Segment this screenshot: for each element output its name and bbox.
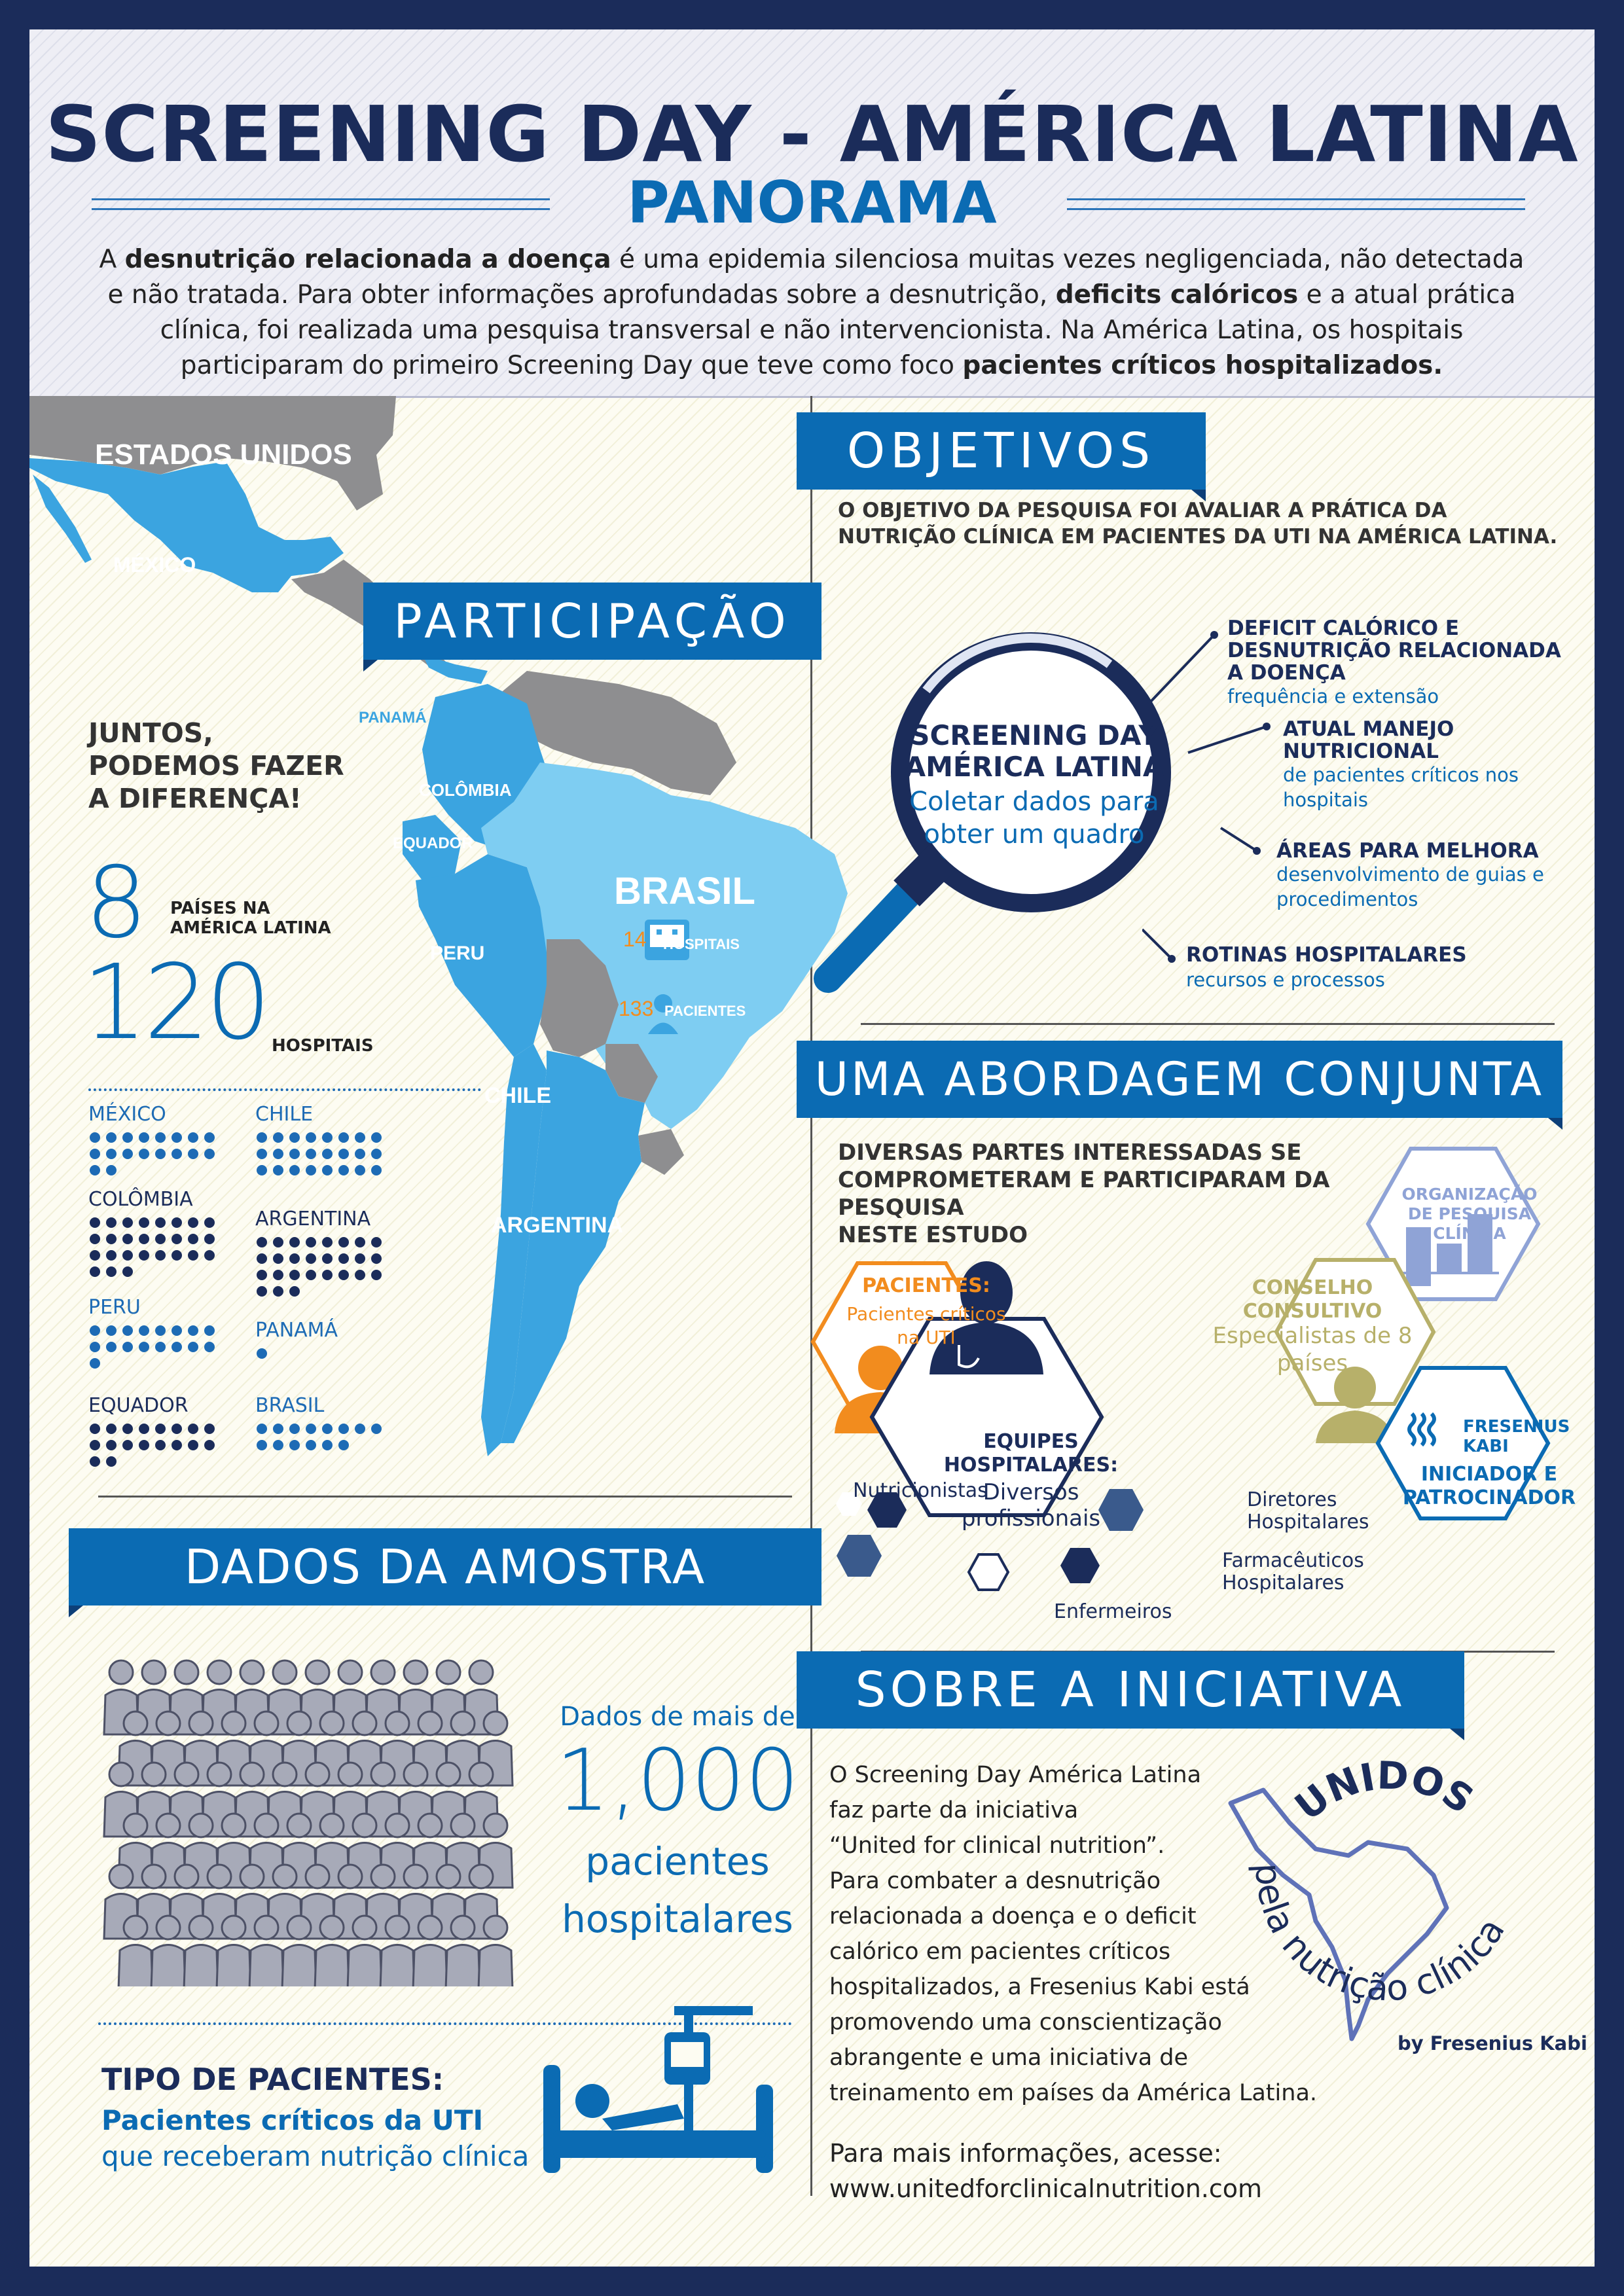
hospital-dot (338, 1149, 349, 1159)
section-title-abordagem: UMA ABORDAGEM CONJUNTA (797, 1041, 1562, 1118)
patient-type-sub1: Pacientes críticos da UTI (101, 2104, 484, 2136)
objective-2-head: ATUAL MANEJO NUTRICIONAL (1283, 717, 1454, 763)
hospital-dot (306, 1440, 316, 1450)
hospital-dot (204, 1342, 215, 1352)
map-uruguay (638, 1129, 684, 1175)
logo-word: UNIDOS (1286, 1753, 1482, 1829)
unidos-logo (1218, 1751, 1571, 2052)
hospital-dot (273, 1270, 283, 1280)
hospital-dot (355, 1237, 365, 1247)
hospital-dot (204, 1440, 215, 1450)
objective-1-head: DEFICIT CALÓRICO E DESNUTRIÇÃO RELACIONADA A DOENÇA (1227, 617, 1561, 685)
hospital-dot (322, 1253, 333, 1264)
hospital-dot (257, 1132, 267, 1143)
hospital-dot (139, 1217, 149, 1228)
countries-label: PAÍSES NA AMÉRICA LATINA (170, 899, 331, 938)
intro-run: A (99, 245, 125, 274)
equipes-head: EQUIPES HOSPITALARES: (943, 1430, 1119, 1477)
hospital-dot (257, 1253, 267, 1264)
hospital-dot (322, 1237, 333, 1247)
hospital-dot (188, 1217, 198, 1228)
hospital-dot (273, 1440, 283, 1450)
more-info: Para mais informações, acesse: www.unitedforclinicalnutrition.com (829, 2136, 1262, 2206)
hospital-dot (289, 1286, 300, 1297)
hospital-dot (338, 1270, 349, 1280)
intro-run: pacientes críticos hospitalizados. (962, 351, 1443, 380)
hospital-dot (338, 1253, 349, 1264)
hospital-dot (306, 1132, 316, 1143)
logo-by: by Fresenius Kabi (1398, 2032, 1587, 2054)
about-line: O Screening Day América Latina (829, 1762, 1202, 1788)
about-line: promovendo uma conscientização (829, 2009, 1222, 2036)
hospital-dot (355, 1424, 365, 1434)
hospital-dot (155, 1325, 166, 1336)
hospital-dot (204, 1325, 215, 1336)
person-icon (478, 1916, 513, 1986)
hospital-dot (289, 1132, 300, 1143)
hospital-dot (289, 1440, 300, 1450)
intro-run: deficits calóricos (1055, 280, 1299, 310)
hospital-dot (90, 1325, 100, 1336)
logo-arc: pela nutrição clínica (1247, 1862, 1513, 2009)
hospital-dot (188, 1132, 198, 1143)
hospital-dot (90, 1266, 100, 1277)
hospital-dot (188, 1250, 198, 1261)
website-link[interactable]: www.unitedforclinicalnutrition.com (829, 2174, 1263, 2203)
section-title-amostra: DADOS DA AMOSTRA (69, 1528, 821, 1605)
about-line: “United for clinical nutrition”. (829, 1833, 1165, 1859)
objective-1-sub: frequência e extensão (1227, 685, 1439, 708)
hospitals-number: 120 (82, 942, 268, 1063)
hospital-dot (322, 1149, 333, 1159)
hospital-dot (139, 1424, 149, 1434)
hospital-dot (171, 1424, 182, 1434)
lens-sub: Coletar dados para obter um quadro (909, 787, 1159, 850)
country-hospital-dots (90, 1424, 227, 1467)
hospital-dot (204, 1424, 215, 1434)
hospital-dot (155, 1250, 166, 1261)
about-line: Para combater a desnutrição (829, 1868, 1161, 1894)
country-hospital-dots (257, 1132, 394, 1175)
hospital-dot (171, 1132, 182, 1143)
objetivos-text: O OBJETIVO DA PESQUISA FOI AVALIAR A PRÁTICA DA NUTRIÇÃO CLÍNICA EM PACIENTES DA UTI NA AMÉRICA LATINA. (838, 499, 1558, 548)
hospital-dot (338, 1237, 349, 1247)
hospital-dot (273, 1253, 283, 1264)
person-icon (184, 1916, 218, 1986)
hospital-dot (155, 1424, 166, 1434)
hospital-dot (289, 1270, 300, 1280)
objective-3-head: ÁREAS PARA MELHORA (1276, 839, 1539, 863)
hospital-dot (106, 1149, 117, 1159)
fresenius-role: INICIADOR E PATROCINADOR (1402, 1463, 1576, 1509)
hospital-dot (257, 1424, 267, 1434)
hospital-dot (188, 1149, 198, 1159)
hospital-dot (155, 1234, 166, 1244)
hospital-dot (273, 1149, 283, 1159)
hospital-dot (171, 1325, 182, 1336)
hospital-dot (90, 1358, 100, 1369)
hospital-dot (106, 1325, 117, 1336)
hospital-dot (188, 1440, 198, 1450)
person-icon (380, 1916, 414, 1986)
hex-small (837, 1535, 882, 1577)
country-label: CHILE (255, 1103, 314, 1126)
hospital-dot (155, 1217, 166, 1228)
hospital-dot (273, 1165, 283, 1175)
about-line: relacionada a doença e o deficit (829, 1903, 1197, 1929)
intro-paragraph (92, 242, 1532, 384)
header (29, 29, 1595, 398)
crowd-icon (101, 1646, 520, 1986)
intro-run: desnutrição relacionada a doença (124, 245, 611, 274)
hospital-dot (188, 1325, 198, 1336)
hospital-dot (122, 1234, 133, 1244)
equipes-sub: Diversos profissionais (961, 1479, 1101, 1532)
label-chile: CHILE (484, 1083, 551, 1108)
hospital-dot (90, 1234, 100, 1244)
hospital-dot (322, 1165, 333, 1175)
hospital-dot (122, 1250, 133, 1261)
label-peru: PERU (430, 942, 485, 964)
brasil-hospitals-label: HOSPITAIS (663, 936, 740, 952)
person-icon (151, 1916, 185, 1986)
hospital-dot (371, 1149, 382, 1159)
country-label: MÉXICO (88, 1103, 166, 1126)
country-label: ARGENTINA (255, 1208, 371, 1230)
hospital-dot (90, 1165, 100, 1175)
hospital-dot (322, 1424, 333, 1434)
section-title-participacao: PARTICIPAÇÃO (363, 583, 821, 660)
hospital-dot (122, 1266, 133, 1277)
hospital-dot (257, 1348, 267, 1359)
objective-4-head: ROTINAS HOSPITALARES (1186, 943, 1467, 967)
person-icon (348, 1916, 382, 1986)
hospital-dot (273, 1424, 283, 1434)
person-icon (249, 1916, 283, 1986)
hospital-dot (139, 1234, 149, 1244)
pacientes-head: PACIENTES: (862, 1274, 990, 1297)
patient-type-sub2: que receberam nutrição clínica (101, 2140, 530, 2172)
hospital-dot (306, 1237, 316, 1247)
hospital-dot (188, 1424, 198, 1434)
hospital-dot (371, 1270, 382, 1280)
hospital-dot (106, 1266, 117, 1277)
hospital-dot (338, 1165, 349, 1175)
hospital-dot (338, 1132, 349, 1143)
country-label: PERU (88, 1296, 141, 1319)
person-icon (217, 1916, 251, 1986)
sample-post: pacientes hospitalares (562, 1839, 793, 1941)
hospital-dot (273, 1237, 283, 1247)
hospital-dot (306, 1165, 316, 1175)
brasil-patients-label: PACIENTES (664, 1003, 746, 1019)
hospital-dot (338, 1440, 349, 1450)
country-label: BRASIL (255, 1394, 325, 1417)
hospital-dot (171, 1440, 182, 1450)
label-brasil: BRASIL (614, 870, 755, 912)
label-colombia: COLÔMBIA (419, 780, 512, 800)
hospital-dot (155, 1149, 166, 1159)
hospital-dot (171, 1217, 182, 1228)
hospital-dot (139, 1325, 149, 1336)
hospital-dot (90, 1250, 100, 1261)
hospital-bed-icon (540, 2006, 802, 2176)
pacientes-sub: Pacientes críticos na UTI (846, 1303, 1006, 1348)
hospital-dot (204, 1234, 215, 1244)
person-icon (446, 1916, 480, 1986)
hospital-dot (188, 1234, 198, 1244)
hospital-dot (90, 1456, 100, 1467)
section-title-objetivos: OBJETIVOS (797, 412, 1206, 490)
about-line: treinamento em países da América Latina. (829, 2080, 1318, 2106)
hospitals-label: HOSPITAIS (272, 1036, 374, 1056)
hospital-dot (257, 1149, 267, 1159)
hospital-dot (355, 1132, 365, 1143)
person-icon (413, 1916, 447, 1986)
divider (861, 1023, 1555, 1025)
hospital-dot (306, 1253, 316, 1264)
hospital-dot (257, 1440, 267, 1450)
hospital-dot (257, 1237, 267, 1247)
hospital-dot (122, 1424, 133, 1434)
hospital-dot (171, 1250, 182, 1261)
hospital-dot (257, 1270, 267, 1280)
hospital-dot (106, 1342, 117, 1352)
hospital-dot (106, 1250, 117, 1261)
country-hospital-dots (257, 1348, 394, 1359)
hospital-dot (273, 1286, 283, 1297)
hospital-dot (90, 1149, 100, 1159)
hospital-dot (204, 1149, 215, 1159)
conselho-head: CONSELHO CONSULTIVO (1242, 1276, 1382, 1323)
fresenius-name: FRESENIUS KABI (1463, 1417, 1570, 1456)
hospital-dot (289, 1424, 300, 1434)
hospital-dot (355, 1149, 365, 1159)
hex-small (1060, 1548, 1100, 1583)
hospital-dot (122, 1342, 133, 1352)
hospital-dot (106, 1456, 117, 1467)
hospital-dot (106, 1217, 117, 1228)
person-icon (118, 1916, 153, 1986)
about-line: abrangente e uma iniciativa de (829, 2045, 1189, 2071)
country-hospital-dots (90, 1325, 227, 1369)
countries-number: 8 (85, 846, 148, 960)
label-argentina: ARGENTINA (491, 1213, 624, 1238)
hospital-dot (106, 1234, 117, 1244)
hospital-dot (155, 1132, 166, 1143)
hospital-dot (371, 1165, 382, 1175)
hospital-dot (371, 1237, 382, 1247)
hospital-dot (106, 1132, 117, 1143)
hospital-dot (289, 1149, 300, 1159)
label-ecuador: EQUADOR (393, 834, 473, 852)
hospital-dot (322, 1440, 333, 1450)
hospital-dot (171, 1234, 182, 1244)
hospital-dot (306, 1149, 316, 1159)
country-hospital-dots (257, 1237, 394, 1297)
hospital-dot (289, 1165, 300, 1175)
sample-pre: Dados de mais de (560, 1702, 795, 1732)
country-hospital-dots (90, 1217, 227, 1277)
hospital-dot (322, 1270, 333, 1280)
section-title-sobre: SOBRE A INICIATIVA (797, 1651, 1464, 1729)
divider-dotted (88, 1088, 481, 1091)
role-diretores: Diretores Hospitalares (1247, 1488, 1369, 1534)
hospital-dot (139, 1149, 149, 1159)
hospital-dot (155, 1342, 166, 1352)
hospital-dot (106, 1165, 117, 1175)
hospital-dot (90, 1217, 100, 1228)
sample-number: 1,000 (555, 1731, 800, 1830)
hospital-dot (371, 1424, 382, 1434)
objective-3-sub: desenvolvimento de guias e procedimentos (1276, 863, 1544, 910)
role-enfermeiros: Enfermeiros (1054, 1600, 1172, 1623)
hospital-dot (122, 1149, 133, 1159)
label-panama: PANAMÁ (359, 709, 427, 726)
hospital-dot (322, 1132, 333, 1143)
divider (98, 1496, 792, 1498)
hospital-dot (355, 1253, 365, 1264)
person-icon (282, 1916, 316, 1986)
organizacao-label: ORGANIZAÇÃO DE PESQUISA CLÍNICA (1401, 1185, 1538, 1243)
hospital-dot (257, 1286, 267, 1297)
hospital-dot (273, 1132, 283, 1143)
page-title: SCREENING DAY - AMÉRICA LATINA (45, 89, 1579, 179)
hospital-dot (139, 1132, 149, 1143)
conselho-sub: Especialistas de 8 países (1212, 1323, 1413, 1376)
infographic-page (29, 29, 1595, 2267)
hospital-dot (139, 1440, 149, 1450)
country-hospital-dots (257, 1424, 394, 1450)
hospital-dot (122, 1217, 133, 1228)
hospital-dot (306, 1270, 316, 1280)
role-farmaceuticos: Farmacêuticos Hospitalares (1222, 1549, 1364, 1594)
abordagem-text: DIVERSAS PARTES INTERESSADAS SE COMPROMETERAM E PARTICIPARAM DA PESQUISA NESTE ESTUDO (838, 1139, 1330, 1248)
intro-run: e a atual prática clínica, foi realizada uma pesquisa transversal e não intervencionista. Na América Latina, os hospitais participaram do primeiro Screening Day que teve como foco (160, 280, 1516, 380)
country-hospital-dots (90, 1132, 227, 1175)
brasil-hospitals-count: 14 (623, 927, 647, 951)
hospital-dot (355, 1270, 365, 1280)
hospital-dot (122, 1325, 133, 1336)
hospital-dot (289, 1237, 300, 1247)
hospital-dot (204, 1132, 215, 1143)
about-line: hospitalizados, a Fresenius Kabi está (829, 1974, 1250, 2000)
hospital-dot (155, 1440, 166, 1450)
hex-small (969, 1554, 1008, 1590)
hospital-dot (139, 1342, 149, 1352)
hospital-dot (122, 1440, 133, 1450)
brasil-patients-count: 133 (619, 997, 654, 1020)
hospital-dot (171, 1149, 182, 1159)
lens-title: SCREENING DAY AMÉRICA LATINA (904, 719, 1164, 783)
hospital-dot (289, 1253, 300, 1264)
patient-type-head: TIPO DE PACIENTES: (101, 2062, 444, 2097)
hospital-dot (171, 1342, 182, 1352)
about-line: faz parte da iniciativa (829, 1797, 1079, 1823)
hospital-dot (139, 1250, 149, 1261)
about-line: calórico em pacientes críticos (829, 1939, 1171, 1965)
hospital-dot (188, 1342, 198, 1352)
country-label: PANAMÁ (255, 1319, 338, 1342)
hospital-dot (257, 1165, 267, 1175)
intro-run: é uma epidemia silenciosa muitas vezes negligenciada, não detectada e não tratada. Para obter informações aprofundadas sobre a desnutrição, (107, 245, 1525, 310)
slogan: JUNTOS, PODEMOS FAZER A DIFERENÇA! (88, 717, 344, 814)
hospital-dot (106, 1440, 117, 1450)
hospital-dot (90, 1132, 100, 1143)
hospital-dot (371, 1132, 382, 1143)
objective-4-sub: recursos e processos (1186, 969, 1385, 991)
hospital-dot (122, 1132, 133, 1143)
hospital-dot (338, 1424, 349, 1434)
hospital-dot (306, 1424, 316, 1434)
country-label: EQUADOR (88, 1394, 189, 1417)
hospital-dot (90, 1440, 100, 1450)
hospital-dot (204, 1250, 215, 1261)
hospital-dot (355, 1165, 365, 1175)
hospital-dot (371, 1253, 382, 1264)
label-mexico: MÉXICO (113, 553, 196, 577)
hospital-dot (204, 1217, 215, 1228)
role-nutricionistas: Nutricionistas (853, 1479, 988, 1502)
label-usa: ESTADOS UNIDOS (95, 439, 352, 471)
page-subtitle: PANORAMA (627, 169, 997, 236)
country-label: COLÔMBIA (88, 1188, 193, 1211)
person-icon (315, 1916, 349, 1986)
hospital-dot (90, 1342, 100, 1352)
hospital-dot (106, 1424, 117, 1434)
objective-2-sub: de pacientes críticos nos hospitais (1283, 764, 1519, 811)
hospital-dot (90, 1424, 100, 1434)
